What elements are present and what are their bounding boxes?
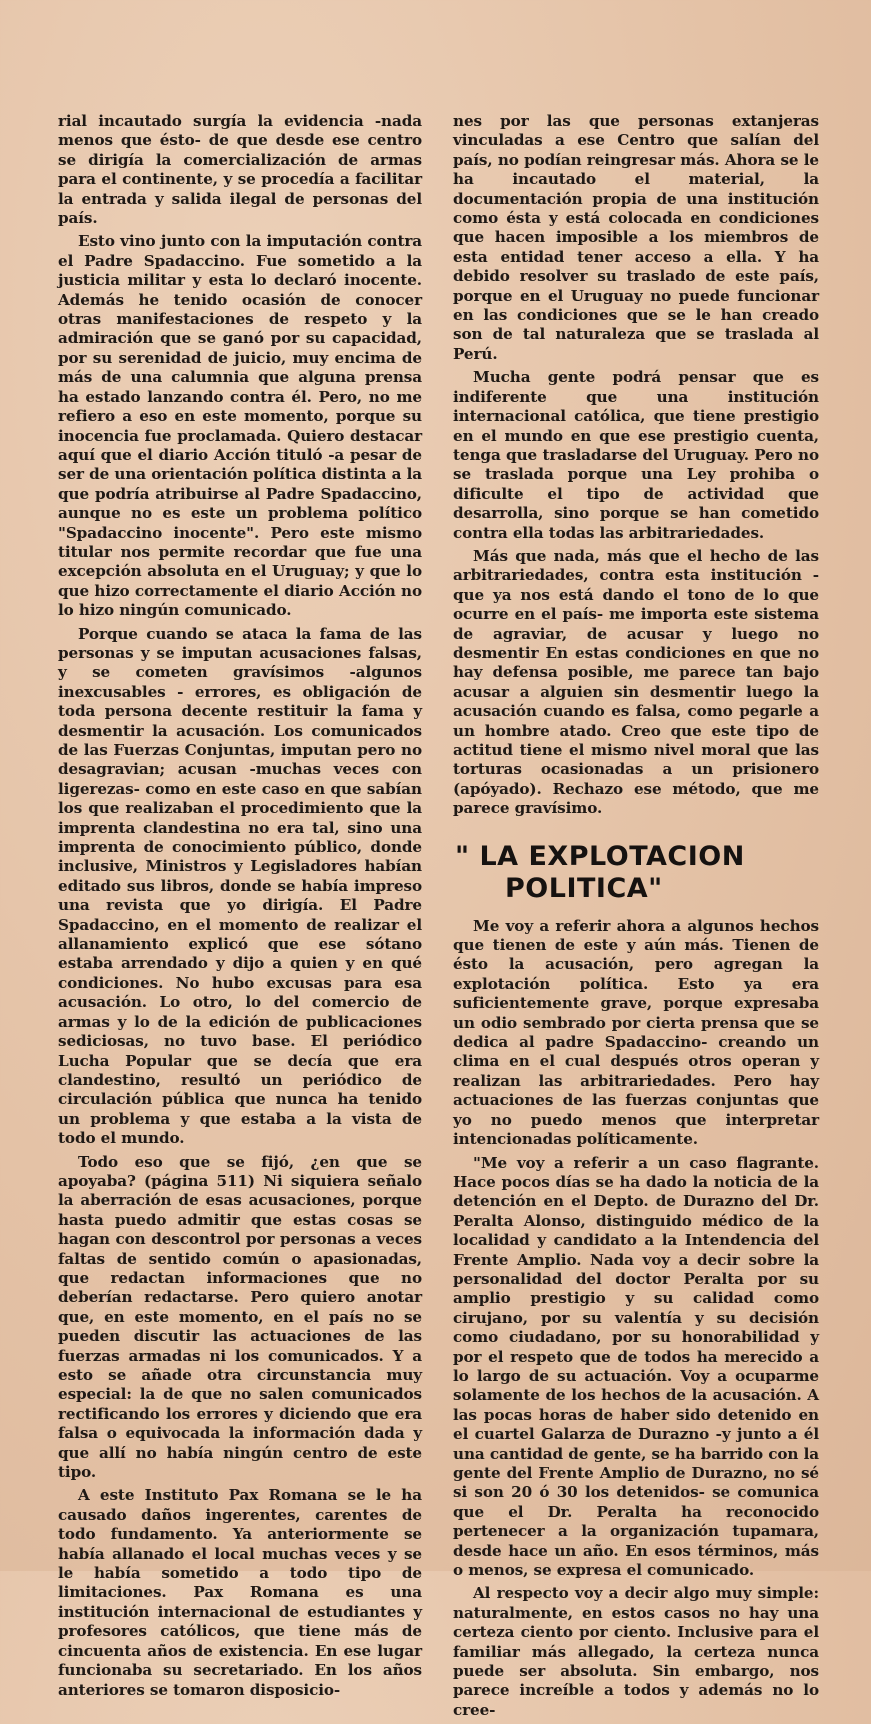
paragraph: "Me voy a referir a un caso flagrante. Hace pocos días se ha dado la noticia de la detención en el Depto. de Durazno del Dr. Peralta Alonso, distinguido médico de la localidad y candidato a la Intendencia del Frente Amplio. Nada voy a decir sobre la personalidad del doctor Peralta por su amplio prestigio y su calidad como cirujano, por su valentía y su decisión como ciudadano, por su honorabilidad y por el respeto que de todos ha merecido a lo largo de su actuación. Voy a ocuparme solamente de los hechos de la acusación. A las pocas horas de haber sido detenido en el cuartel Galarza de Durazno -y junto a él una cantidad de gente, se ha barrido con la gente del Frente Amplio de Durazno, no sé si son 20 ó 30 los detenidos- se comunica que el Dr. Peralta ha reconocido pertenecer a la organización tupamara, desde hace un año. En esos términos, más o menos, se expresa el comunicado. <box>453 1153 819 1580</box>
paragraph: Mucha gente podrá pensar que es indiferente que una institución internacional católica, que tiene prestigio en el mundo en que ese prestigio cuenta, tenga que trasladarse del Uruguay. Pero no se traslada porque una Ley prohiba o dificulte el tipo de actividad que desarrolla, sino porque se han cometido contra ella todas las arbitrariedades. <box>453 368 819 542</box>
paragraph: nes por las que personas extanjeras vinculadas a ese Centro que salían del país, no podían reingresar más. Ahora se le ha incautado el material, la documentación propia de una institución como ésta y está colocada en condiciones que hacen imposible a los miembros de esta entidad tener acceso a ella. Y ha debido resolver su traslado de este país, porque en el Uruguay no puede funcionar en las condiciones que se le han creado son de tal naturaleza que se traslada al Perú. <box>453 112 819 363</box>
paragraph: Al respecto voy a decir algo muy simple: naturalmente, en estos casos no hay una certeza ciento por ciento. Inclusive para el familiar más allegado, la certeza nunca puede ser absoluta. Sin embargo, nos parece increíble a todos y además no lo cree- <box>453 1584 819 1719</box>
left-text-column <box>58 112 422 1704</box>
section-headline <box>453 841 819 905</box>
right-text-column <box>453 112 819 1724</box>
paragraph: Porque cuando se ataca la fama de las personas y se imputan acusaciones falsas, y se cometen gravísimos -algunos inexcusables - errores, es obligación de toda persona decente restituir la fama y desmentir la acusación. Los comunicados de las Fuerzas Conjuntas, imputan pero no desagravian; acusan -muchas veces con ligerezas- como en este caso en que sabían los que realizaban el procedimiento que la imprenta clandestina no era tal, sino una imprenta de conocimiento público, donde inclusive, Ministros y Legisladores habían editado sus libros, donde se había impreso una revista que yo dirigía. El Padre Spadaccino, en el momento de realizar el allanamiento explicó que ese sótano estaba arrendado y dijo a quien y en qué condiciones. No hubo excusas para esa acusación. Lo otro, lo del comercio de armas y lo de la edición de publicaciones sediciosas, no tuvo base. El periódico Lucha Popular que se decía que era clandestino, resultó un periódico de circulación pública que nunca ha tenido un problema y que estaba a la vista de todo el mundo. <box>58 624 422 1148</box>
headline-line-1: " LA EXPLOTACION <box>455 840 745 872</box>
paragraph: Me voy a referir ahora a algunos hechos que tienen de este y aún más. Tienen de ésto la acusación, pero agregan la explotación política. Esto ya era suficientemente grave, porque expresaba un odio sembrado por cierta prensa que se dedica al padre Spadaccino- creando un clima en el cual después otros operan y realizan las arbitrariedades. Pero hay actuaciones de las fuerzas conjuntas que yo no puedo menos que interpretar intencionadas políticamente. <box>453 916 819 1149</box>
paragraph: rial incautado surgía la evidencia -nada menos que ésto- de que desde ese centro se dirigía la comercialización de armas para el continente, y se procedía a facilitar la entrada y salida ilegal de personas del país. <box>58 112 422 228</box>
paragraph: Esto vino junto con la imputación contra el Padre Spadaccino. Fue sometido a la justicia militar y esta lo declaró inocente. Además he tenido ocasión de conocer otras manifestaciones de respeto y la admiración que se ganó por su capacidad, por su serenidad de juicio, muy encima de más de una calumnia que alguna prensa ha estado lanzando contra él. Pero, no me refiero a eso en este momento, porque su inocencia fue proclamada. Quiero destacar aquí que el diario Acción tituló -a pesar de ser de una orientación política distinta a la que podría atribuirse al Padre Spadaccino, aunque no es este un problema político "Spadaccino inocente". Pero este mismo titular nos permite recordar que fue una excepción absoluta en el Uruguay; y que lo que hizo correctamente el diario Acción no lo hizo ningún comunicado. <box>58 232 422 620</box>
paragraph: A este Instituto Pax Romana se le ha causado daños ingerentes, carentes de todo fundamento. Ya anteriormente se había allanado el local muchas veces y se le había sometido a todo tipo de limitaciones. Pax Romana es una institución internacional de estudiantes y profesores católicos, que tiene más de cincuenta años de existencia. En ese lugar funcionaba su secretariado. En los años anteriores se tomaron disposicio- <box>58 1486 422 1699</box>
paragraph: Más que nada, más que el hecho de las arbitrariedades, contra esta institución -que ya nos está dando el tono de lo que ocurre en el país- me importa este sistema de agraviar, de acusar y luego no desmentir En estas condiciones en que no hay defensa posible, me parece tan bajo acusar a alguien sin desmentir luego la acusación cuando es falsa, como pegarle a un hombre atado. Creo que este tipo de actitud tiene el mismo nivel moral que las torturas ocasionadas a un prisionero (apóyado). Rechazo ese método, que me parece gravísimo. <box>453 546 819 818</box>
headline-line-2: POLITICA" <box>505 872 663 904</box>
paragraph: Todo eso que se fijó, ¿en que se apoyaba? (página 511) Ni siquiera señalo la aberración de esas acusaciones, porque hasta puedo admitir que estas cosas se hagan con descontrol por personas a veces faltas de sentido común o apasionadas, que redactan informaciones que no deberían redactarse. Pero quiero anotar que, en este momento, en el país no se pueden discutir las actuaciones de las fuerzas armadas ni los comunicados. Y a esto se añade otra circunstancia muy especial: la de que no salen comunicados rectificando los errores y diciendo que era falsa o equivocada la información dada y que allí no había ningún centro de este tipo. <box>58 1152 422 1482</box>
